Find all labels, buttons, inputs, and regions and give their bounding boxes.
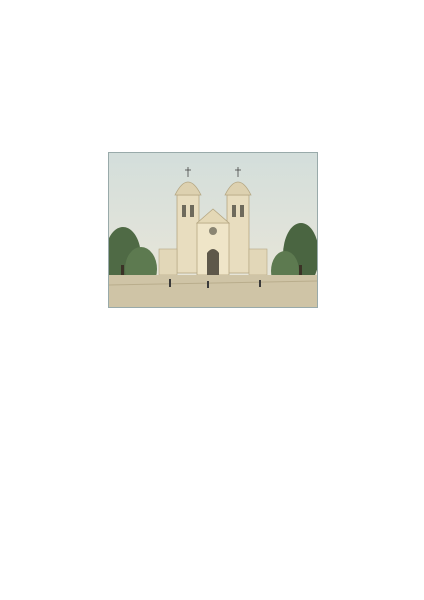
right-wall bbox=[249, 249, 267, 275]
central-facade bbox=[197, 209, 229, 275]
ground bbox=[109, 275, 317, 307]
church-illustration bbox=[109, 153, 317, 307]
church-photo bbox=[108, 152, 318, 308]
left-wall bbox=[159, 249, 177, 275]
